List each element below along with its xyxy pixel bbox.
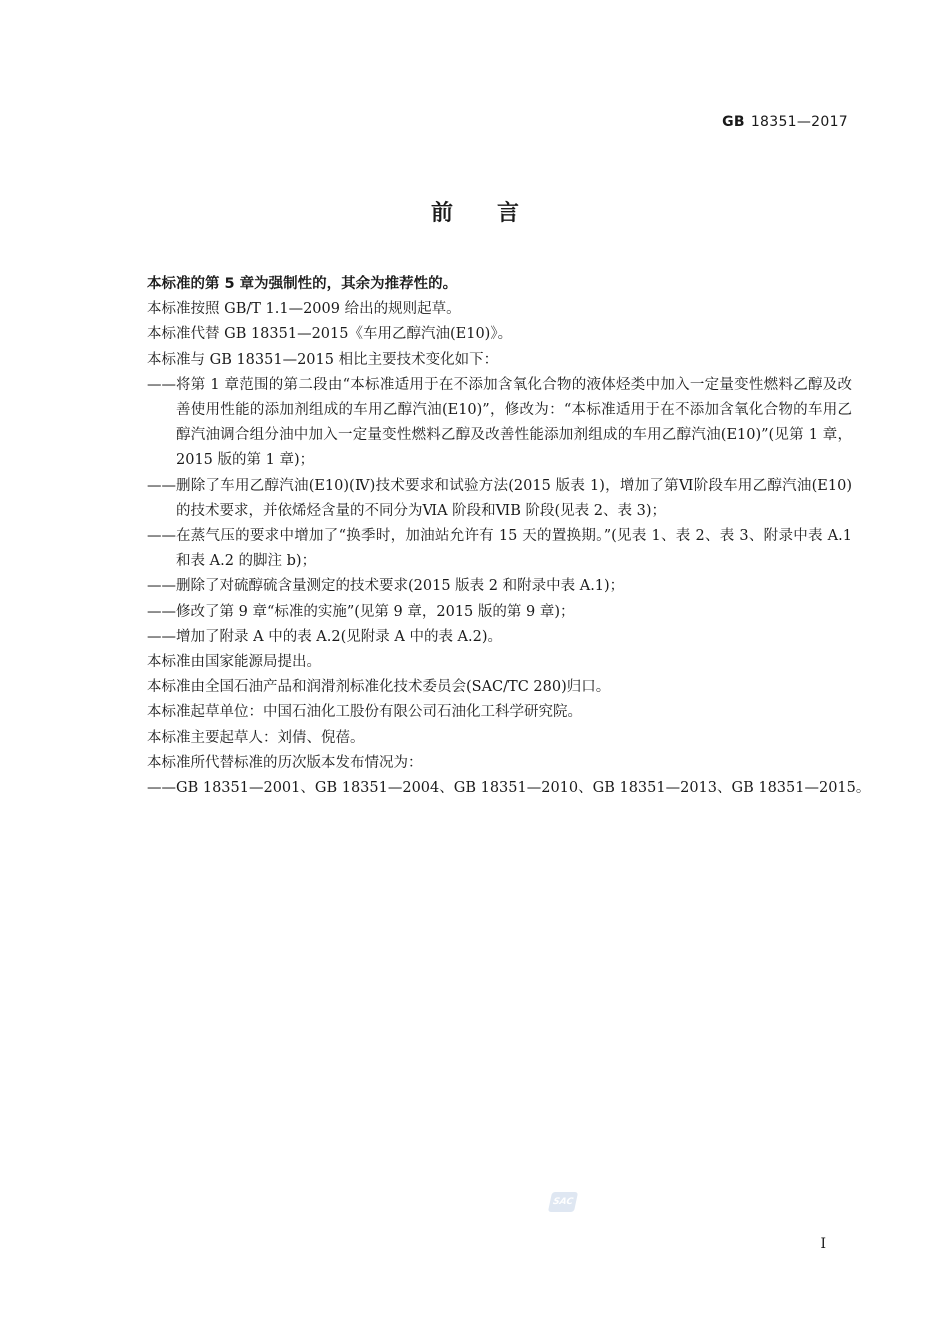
dash-lead: —— (147, 477, 176, 494)
history-item (147, 776, 871, 801)
history-item-text: GB 18351—2001、GB 18351—2004、GB 18351—2010、GB 18351—2013、GB 18351—2015。 (176, 780, 871, 797)
foreword-body (147, 272, 871, 801)
change-item-text: 增加了附录 A 中的表 A.2(见附录 A 中的表 A.2)。 (176, 628, 503, 645)
dash-lead: —— (147, 603, 176, 620)
paragraph-drafting-rules: 本标准按照 GB/T 1.1—2009 给出的规则起草。 (147, 301, 461, 318)
change-item-text: 将第 1 章范围的第二段由“本标准适用于在不添加含氧化合物的液体烃类中加入一定量变性燃料乙醇及改善使用性能的添加剂组成的车用乙醇汽油(E10)”，修改为：“本标准适用于在不添加含氧化合物的车用乙醇汽油调合组分油中加入一定量变性燃料乙醇及改善性能添加剂组成的车用乙醇汽油(E10)”(见第 1 章，2015 版的第 1 章)； (176, 376, 852, 469)
change-item (147, 574, 852, 599)
standard-code-number: 18351—2017 (750, 114, 848, 130)
paragraph-proposer: 本标准由国家能源局提出。 (147, 654, 321, 671)
change-item (147, 625, 852, 650)
dash-lead: —— (147, 578, 176, 595)
dash-lead: —— (147, 780, 176, 797)
change-item-text: 删除了车用乙醇汽油(E10)(Ⅳ)技术要求和试验方法(2015 版表 1)，增加了第Ⅵ阶段车用乙醇汽油(E10)的技术要求，并依烯烃含量的不同分为ⅥA 阶段和ⅥB 阶段(见表 2、表 3)； (176, 477, 852, 519)
dash-lead: —— (147, 528, 176, 545)
sac-watermark-logo: SAC (548, 1192, 578, 1212)
paragraph-committee: 本标准由全国石油产品和润滑剂标准化技术委员会(SAC/TC 280)归口。 (147, 679, 611, 696)
paragraph-drafting-unit: 本标准起草单位：中国石油化工股份有限公司石油化工科学研究院。 (147, 704, 582, 721)
dash-lead: —— (147, 376, 176, 393)
change-item (147, 600, 852, 625)
change-item (147, 373, 852, 474)
paragraph-drafters: 本标准主要起草人：刘倩、倪蓓。 (147, 729, 365, 746)
standard-code-prefix: GB (722, 114, 745, 130)
change-item-text: 在蒸气压的要求中增加了“换季时，加油站允许有 15 天的置换期。”(见表 1、表 2、表 3、附录中表 A.1 和表 A.2 的脚注 b)； (176, 528, 852, 570)
paragraph-replaces: 本标准代替 GB 18351—2015《车用乙醇汽油(E10)》。 (147, 326, 513, 343)
paragraph-changes-intro: 本标准与 GB 18351—2015 相比主要技术变化如下： (147, 351, 499, 368)
page-number: I (820, 1236, 826, 1252)
paragraph-mandatory: 本标准的第 5 章为强制性的，其余为推荐性的。 (147, 276, 458, 292)
page-title: 前言 (430, 201, 563, 226)
change-item-text: 修改了第 9 章“标准的实施”(见第 9 章，2015 版的第 9 章)； (176, 603, 575, 620)
change-item (147, 524, 852, 574)
change-item (147, 474, 852, 524)
dash-lead: —— (147, 628, 176, 645)
paragraph-history-intro: 本标准所代替标准的历次版本发布情况为： (147, 754, 423, 771)
standard-code (722, 114, 848, 130)
change-item-text: 删除了对硫醇硫含量测定的技术要求(2015 版表 2 和附录中表 A.1)； (176, 578, 625, 595)
